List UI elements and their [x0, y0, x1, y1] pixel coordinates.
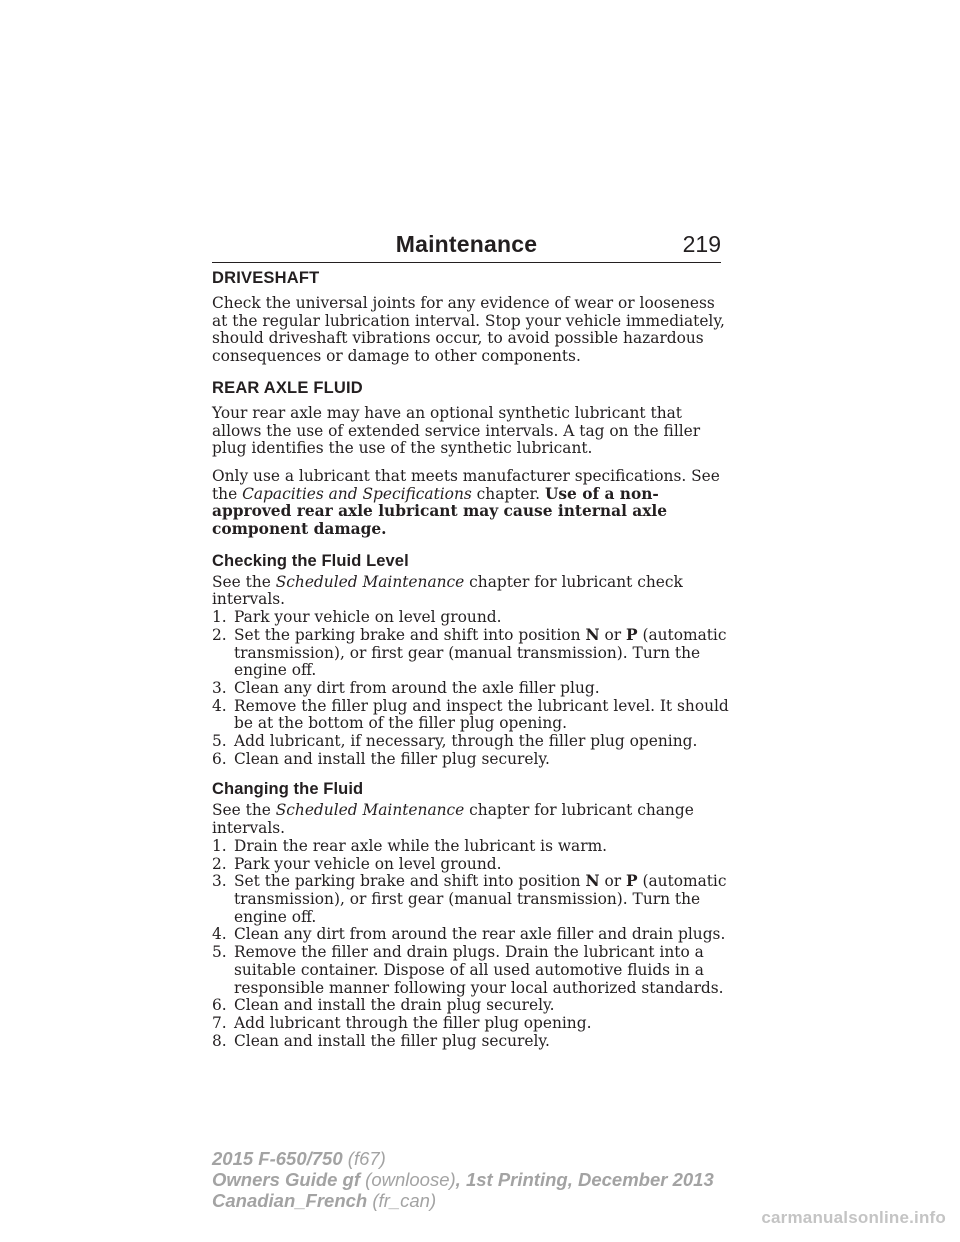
step-number: 1. — [212, 836, 227, 855]
footer-guide-code: (ownloose) — [360, 1169, 456, 1190]
capacities-specifications-reference: Capacities and Specifications — [242, 484, 472, 503]
footer-printing: , 1st Printing, December 2013 — [455, 1169, 714, 1190]
step-text: Remove the filler and drain plugs. Drain the lubricant into a suitable container. Dispose of all used automotive fluids in a responsible manner following your local authorized standards. — [234, 943, 724, 997]
spec-text: Only use a lubricant that meets manufacturer specifications. See the — [212, 466, 720, 503]
intro-text: See the — [212, 572, 276, 591]
list-item — [212, 609, 732, 627]
step-number: 6. — [212, 996, 227, 1015]
footer-line-model — [212, 1148, 714, 1169]
intro-text: See the — [212, 801, 276, 820]
step-number: 6. — [212, 749, 227, 768]
step-number: 2. — [212, 625, 227, 644]
step-text: Remove the filler plug and inspect the lubricant level. It should be at the bottom of the filler plug opening. — [234, 696, 729, 733]
lubricant-warning: Use of a non-approved rear axle lubricant may cause internal axle component damage. — [212, 484, 668, 539]
page-number: 219 — [682, 231, 721, 257]
list-item — [212, 1015, 732, 1033]
list-item — [212, 751, 732, 769]
step-number: 7. — [212, 1013, 227, 1032]
list-item — [212, 1033, 732, 1051]
page-content — [212, 268, 732, 1050]
gear-position-p: P — [625, 872, 638, 891]
footer-model: 2015 F-650/750 — [212, 1148, 343, 1169]
footer-guide: Owners Guide gf — [212, 1169, 361, 1190]
step-text: Clean any dirt from around the axle filler plug. — [234, 678, 600, 697]
driveshaft-paragraph: Check the universal joints for any evidence of wear or looseness at the regular lubrication interval. Stop your vehicle immediately, should driveshaft vibrations occur, to avoid possible hazardous consequences or damage to other components. — [212, 294, 725, 366]
list-item — [212, 733, 732, 751]
intro-text-end: chapter for lubricant change intervals. — [212, 801, 694, 838]
step-number: 8. — [212, 1031, 227, 1050]
step-text: Set the parking brake and shift into position — [234, 872, 586, 891]
scheduled-maintenance-reference: Scheduled Maintenance — [275, 801, 465, 820]
step-text: Clean and install the filler plug securely. — [234, 1031, 550, 1050]
step-number: 4. — [212, 925, 227, 944]
section-heading-driveshaft: DRIVESHAFT — [212, 269, 320, 287]
step-text: (automatic transmission), or first gear (manual transmission). Turn the engine off. — [234, 872, 727, 926]
gear-position-n: N — [585, 625, 600, 644]
gear-position-p: P — [625, 625, 638, 644]
step-text: Drain the rear axle while the lubricant is warm. — [234, 836, 608, 855]
scheduled-maintenance-reference: Scheduled Maintenance — [275, 572, 465, 591]
step-text: Add lubricant, if necessary, through the filler plug opening. — [234, 732, 698, 751]
step-text: Set the parking brake and shift into position — [234, 625, 586, 644]
step-number: 5. — [212, 943, 227, 962]
changing-intro — [212, 802, 732, 837]
list-item — [212, 856, 732, 874]
step-number: 1. — [212, 608, 227, 627]
step-number: 5. — [212, 732, 227, 751]
chapter-text: chapter. — [471, 484, 545, 503]
step-number: 2. — [212, 854, 227, 873]
list-item — [212, 680, 732, 698]
rear-axle-paragraph-specifications — [212, 468, 732, 539]
rear-axle-paragraph-synthetic: Your rear axle may have an optional synthetic lubricant that allows the use of extended service intervals. A tag on the filler plug identifies the use of the synthetic lubricant. — [212, 403, 701, 458]
gear-position-n: N — [585, 872, 600, 891]
list-item — [212, 873, 732, 926]
site-watermark: carmanualsonline.info — [761, 1208, 946, 1227]
step-text: Clean any dirt from around the rear axle filler and drain plugs. — [234, 925, 726, 944]
step-text: Clean and install the drain plug securely. — [234, 996, 555, 1015]
step-text: Add lubricant through the filler plug opening. — [234, 1013, 592, 1032]
step-text: Park your vehicle on level ground. — [234, 608, 502, 627]
step-text: Clean and install the filler plug securely. — [234, 749, 550, 768]
step-text: Park your vehicle on level ground. — [234, 854, 502, 873]
subheading-changing-fluid: Changing the Fluid — [212, 780, 364, 799]
list-item — [212, 944, 732, 997]
checking-steps-list — [212, 609, 732, 768]
footer-locale: Canadian_French — [212, 1190, 368, 1211]
section-heading-rear-axle-fluid: REAR AXLE FLUID — [212, 378, 363, 397]
page-header — [212, 226, 721, 263]
footer-line-guide — [212, 1169, 714, 1190]
intro-text-end: chapter for lubricant check intervals. — [212, 572, 683, 609]
step-text: or — [599, 625, 626, 644]
list-item — [212, 838, 732, 856]
list-item — [212, 627, 732, 680]
checking-intro — [212, 574, 732, 609]
chapter-title: Maintenance — [395, 231, 538, 257]
step-text: (automatic transmission), or first gear (manual transmission). Turn the engine off. — [234, 625, 727, 680]
footer-line-locale — [212, 1190, 714, 1211]
list-item — [212, 926, 732, 944]
step-number: 3. — [212, 872, 227, 891]
footer-model-code: (f67) — [342, 1148, 386, 1169]
subheading-checking-fluid-level: Checking the Fluid Level — [212, 551, 409, 570]
footer-locale-code: (fr_can) — [367, 1190, 437, 1211]
changing-steps-list — [212, 838, 732, 1050]
list-item — [212, 997, 732, 1015]
step-text: or — [599, 872, 626, 891]
step-number: 4. — [212, 696, 227, 715]
step-number: 3. — [212, 678, 227, 697]
print-footer — [212, 1148, 714, 1211]
list-item — [212, 698, 732, 733]
